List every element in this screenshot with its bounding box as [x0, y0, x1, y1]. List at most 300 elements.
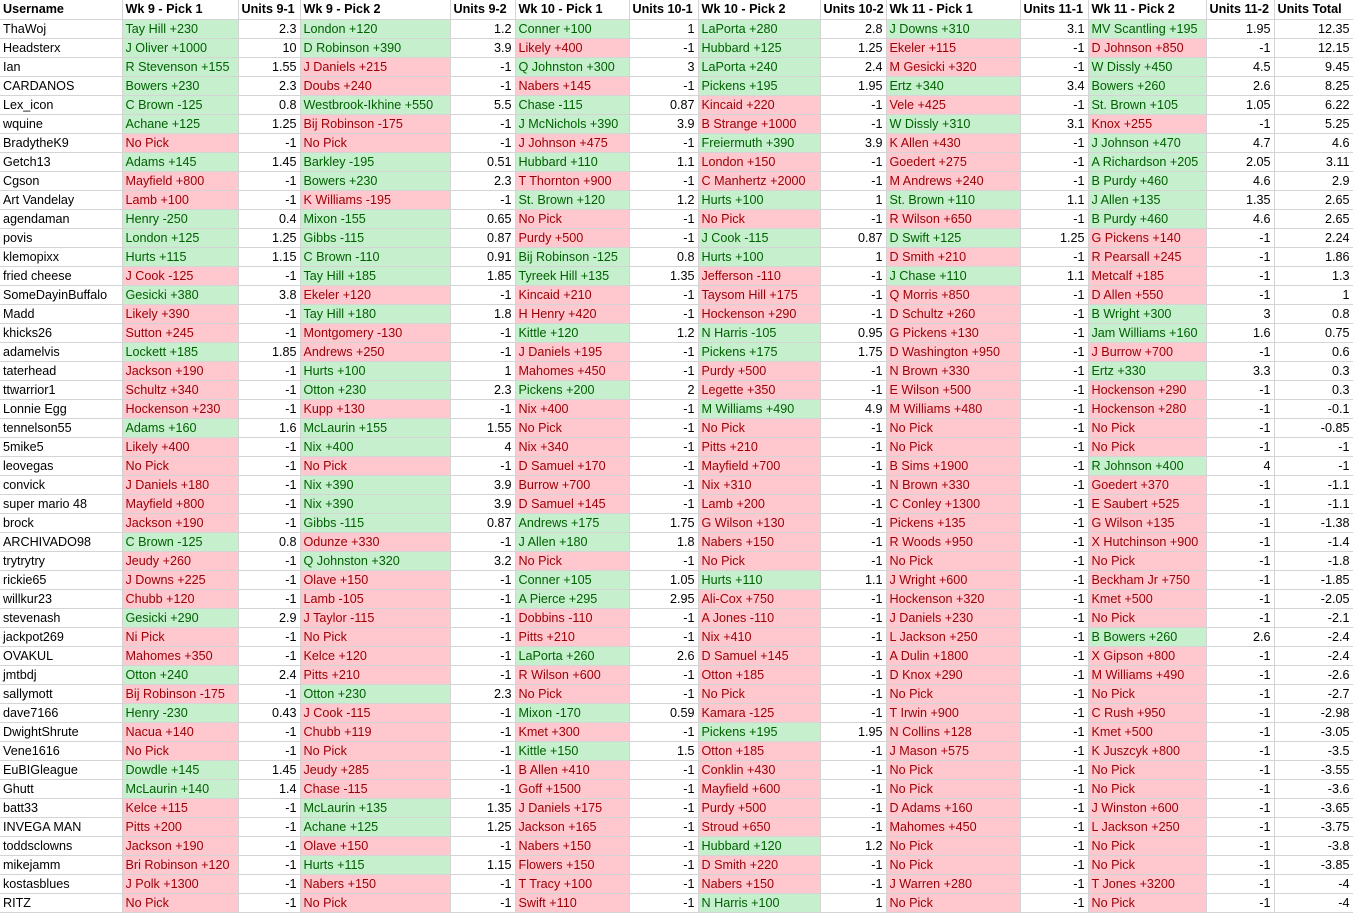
- pick-cell[interactable]: Hubbard +110: [515, 152, 629, 171]
- pick-cell[interactable]: Henry -230: [122, 703, 238, 722]
- pick-cell[interactable]: Nabers +145: [515, 76, 629, 95]
- units-cell[interactable]: 1.85: [450, 266, 515, 285]
- units-cell[interactable]: -1: [1020, 38, 1088, 57]
- pick-cell[interactable]: Jam Williams +160: [1088, 323, 1206, 342]
- units-cell[interactable]: 3.9: [450, 494, 515, 513]
- units-cell[interactable]: -1: [820, 266, 886, 285]
- units-cell[interactable]: -1: [820, 437, 886, 456]
- pick-cell[interactable]: Vele +425: [886, 95, 1020, 114]
- pick-cell[interactable]: Mayfield +600: [698, 779, 820, 798]
- pick-cell[interactable]: Tyreek Hill +135: [515, 266, 629, 285]
- units-cell[interactable]: -1: [1206, 114, 1274, 133]
- units-cell[interactable]: -1: [238, 627, 300, 646]
- pick-cell[interactable]: St. Brown +120: [515, 190, 629, 209]
- units-cell[interactable]: -1: [629, 893, 698, 912]
- units-cell[interactable]: 4.6: [1206, 209, 1274, 228]
- pick-cell[interactable]: No Pick: [886, 437, 1020, 456]
- pick-cell[interactable]: J Taylor -115: [300, 608, 450, 627]
- units-cell[interactable]: -1: [1020, 209, 1088, 228]
- units-cell[interactable]: -1: [820, 703, 886, 722]
- pick-cell[interactable]: J Wright +600: [886, 570, 1020, 589]
- units-cell[interactable]: -1: [1020, 57, 1088, 76]
- pick-cell[interactable]: Gesicki +290: [122, 608, 238, 627]
- username-cell[interactable]: tennelson55: [0, 418, 122, 437]
- units-cell[interactable]: -1: [1020, 513, 1088, 532]
- header-wk9-pick2[interactable]: Wk 9 - Pick 2: [300, 0, 450, 19]
- pick-cell[interactable]: Henry -250: [122, 209, 238, 228]
- pick-cell[interactable]: J Downs +225: [122, 570, 238, 589]
- units-total-cell[interactable]: -3.75: [1274, 817, 1353, 836]
- pick-cell[interactable]: J Daniels +195: [515, 342, 629, 361]
- pick-cell[interactable]: Kelce +115: [122, 798, 238, 817]
- pick-cell[interactable]: Gibbs -115: [300, 228, 450, 247]
- units-cell[interactable]: -1: [629, 38, 698, 57]
- units-cell[interactable]: 3.8: [238, 285, 300, 304]
- pick-cell[interactable]: G Pickens +130: [886, 323, 1020, 342]
- units-total-cell[interactable]: -3.5: [1274, 741, 1353, 760]
- username-cell[interactable]: khicks26: [0, 323, 122, 342]
- units-cell[interactable]: 2.9: [238, 608, 300, 627]
- units-cell[interactable]: -1: [450, 190, 515, 209]
- units-cell[interactable]: -1: [450, 874, 515, 893]
- username-cell[interactable]: Madd: [0, 304, 122, 323]
- units-cell[interactable]: -1: [820, 418, 886, 437]
- units-cell[interactable]: -1: [820, 114, 886, 133]
- units-cell[interactable]: -1: [238, 741, 300, 760]
- pick-cell[interactable]: C Brown -125: [122, 95, 238, 114]
- units-cell[interactable]: 1.35: [450, 798, 515, 817]
- pick-cell[interactable]: J Chase +110: [886, 266, 1020, 285]
- units-total-cell[interactable]: 0.6: [1274, 342, 1353, 361]
- pick-cell[interactable]: Adams +160: [122, 418, 238, 437]
- pick-cell[interactable]: B Purdy +460: [1088, 171, 1206, 190]
- units-cell[interactable]: 1.2: [629, 190, 698, 209]
- units-cell[interactable]: -1: [820, 874, 886, 893]
- pick-cell[interactable]: Lockett +185: [122, 342, 238, 361]
- units-total-cell[interactable]: 1: [1274, 285, 1353, 304]
- units-cell[interactable]: -1: [238, 266, 300, 285]
- header-wk10-pick2[interactable]: Wk 10 - Pick 2: [698, 0, 820, 19]
- units-cell[interactable]: 1.1: [1020, 190, 1088, 209]
- units-cell[interactable]: 0.43: [238, 703, 300, 722]
- units-cell[interactable]: -1: [238, 494, 300, 513]
- pick-cell[interactable]: D Samuel +170: [515, 456, 629, 475]
- units-cell[interactable]: -1: [1206, 475, 1274, 494]
- units-cell[interactable]: 1.55: [450, 418, 515, 437]
- units-cell[interactable]: 0.59: [629, 703, 698, 722]
- username-cell[interactable]: BradytheK9: [0, 133, 122, 152]
- units-cell[interactable]: -1: [238, 133, 300, 152]
- pick-cell[interactable]: No Pick: [1088, 836, 1206, 855]
- pick-cell[interactable]: No Pick: [1088, 418, 1206, 437]
- username-cell[interactable]: Headsterx: [0, 38, 122, 57]
- pick-cell[interactable]: No Pick: [300, 893, 450, 912]
- pick-cell[interactable]: No Pick: [886, 760, 1020, 779]
- units-cell[interactable]: -1: [1206, 494, 1274, 513]
- units-cell[interactable]: -1: [1020, 361, 1088, 380]
- pick-cell[interactable]: Chubb +119: [300, 722, 450, 741]
- units-cell[interactable]: 1.4: [238, 779, 300, 798]
- pick-cell[interactable]: Likely +390: [122, 304, 238, 323]
- pick-cell[interactable]: LaPorta +280: [698, 19, 820, 38]
- units-cell[interactable]: 4.9: [820, 399, 886, 418]
- units-total-cell[interactable]: -1.85: [1274, 570, 1353, 589]
- units-cell[interactable]: -1: [1206, 741, 1274, 760]
- units-total-cell[interactable]: 1.86: [1274, 247, 1353, 266]
- units-cell[interactable]: -1: [450, 627, 515, 646]
- units-cell[interactable]: 1.5: [629, 741, 698, 760]
- pick-cell[interactable]: Q Johnston +300: [515, 57, 629, 76]
- pick-cell[interactable]: B Wright +300: [1088, 304, 1206, 323]
- pick-cell[interactable]: Montgomery -130: [300, 323, 450, 342]
- units-cell[interactable]: -1: [238, 893, 300, 912]
- username-cell[interactable]: Ian: [0, 57, 122, 76]
- units-cell[interactable]: 2.95: [629, 589, 698, 608]
- units-cell[interactable]: 3.9: [820, 133, 886, 152]
- pick-cell[interactable]: No Pick: [122, 741, 238, 760]
- pick-cell[interactable]: D Johnson +850: [1088, 38, 1206, 57]
- units-cell[interactable]: -1: [820, 608, 886, 627]
- units-cell[interactable]: -1: [1020, 684, 1088, 703]
- units-cell[interactable]: -1: [1020, 380, 1088, 399]
- units-cell[interactable]: 1.05: [1206, 95, 1274, 114]
- username-cell[interactable]: Cgson: [0, 171, 122, 190]
- units-cell[interactable]: -1: [1206, 380, 1274, 399]
- units-cell[interactable]: -1: [450, 836, 515, 855]
- units-cell[interactable]: -1: [629, 798, 698, 817]
- units-cell[interactable]: -1: [238, 304, 300, 323]
- units-cell[interactable]: -1: [1206, 665, 1274, 684]
- units-cell[interactable]: -1: [629, 760, 698, 779]
- pick-cell[interactable]: C Rush +950: [1088, 703, 1206, 722]
- units-cell[interactable]: -1: [238, 836, 300, 855]
- units-cell[interactable]: 1.95: [820, 722, 886, 741]
- pick-cell[interactable]: Tay Hill +185: [300, 266, 450, 285]
- units-total-cell[interactable]: 12.15: [1274, 38, 1353, 57]
- username-cell[interactable]: brock: [0, 513, 122, 532]
- units-cell[interactable]: -1: [1206, 646, 1274, 665]
- units-cell[interactable]: -1: [629, 494, 698, 513]
- pick-cell[interactable]: No Pick: [300, 133, 450, 152]
- units-cell[interactable]: -1: [1020, 836, 1088, 855]
- units-cell[interactable]: -1: [629, 551, 698, 570]
- units-cell[interactable]: -1: [238, 570, 300, 589]
- units-total-cell[interactable]: 0.3: [1274, 380, 1353, 399]
- pick-cell[interactable]: Lamb +200: [698, 494, 820, 513]
- username-cell[interactable]: convick: [0, 475, 122, 494]
- units-cell[interactable]: 4: [1206, 456, 1274, 475]
- units-cell[interactable]: -1: [629, 133, 698, 152]
- units-total-cell[interactable]: 9.45: [1274, 57, 1353, 76]
- pick-cell[interactable]: LaPorta +240: [698, 57, 820, 76]
- units-cell[interactable]: 0.8: [238, 95, 300, 114]
- pick-cell[interactable]: Hockenson +320: [886, 589, 1020, 608]
- pick-cell[interactable]: J Cook -115: [698, 228, 820, 247]
- units-cell[interactable]: -1: [1020, 798, 1088, 817]
- units-cell[interactable]: -1: [1020, 399, 1088, 418]
- header-wk11-pick2[interactable]: Wk 11 - Pick 2: [1088, 0, 1206, 19]
- pick-cell[interactable]: St. Brown +105: [1088, 95, 1206, 114]
- username-cell[interactable]: batt33: [0, 798, 122, 817]
- units-total-cell[interactable]: 8.25: [1274, 76, 1353, 95]
- units-cell[interactable]: -1: [450, 722, 515, 741]
- units-cell[interactable]: -1: [820, 741, 886, 760]
- pick-cell[interactable]: Nabers +150: [698, 532, 820, 551]
- units-cell[interactable]: 1.35: [629, 266, 698, 285]
- pick-cell[interactable]: Kupp +130: [300, 399, 450, 418]
- units-cell[interactable]: 0.95: [820, 323, 886, 342]
- username-cell[interactable]: rickie65: [0, 570, 122, 589]
- pick-cell[interactable]: N Collins +128: [886, 722, 1020, 741]
- pick-cell[interactable]: Otton +185: [698, 665, 820, 684]
- pick-cell[interactable]: Ertz +340: [886, 76, 1020, 95]
- units-cell[interactable]: -1: [238, 475, 300, 494]
- units-cell[interactable]: 0.51: [450, 152, 515, 171]
- pick-cell[interactable]: Hockenson +230: [122, 399, 238, 418]
- pick-cell[interactable]: Pickens +200: [515, 380, 629, 399]
- units-total-cell[interactable]: -0.1: [1274, 399, 1353, 418]
- units-total-cell[interactable]: -1.4: [1274, 532, 1353, 551]
- units-cell[interactable]: -1: [1020, 247, 1088, 266]
- units-cell[interactable]: -1: [629, 684, 698, 703]
- pick-cell[interactable]: No Pick: [1088, 684, 1206, 703]
- pick-cell[interactable]: R Stevenson +155: [122, 57, 238, 76]
- units-cell[interactable]: -1: [1206, 760, 1274, 779]
- units-total-cell[interactable]: 2.24: [1274, 228, 1353, 247]
- pick-cell[interactable]: Mixon -170: [515, 703, 629, 722]
- pick-cell[interactable]: Purdy +500: [515, 228, 629, 247]
- units-cell[interactable]: -1: [1020, 627, 1088, 646]
- units-cell[interactable]: 1.15: [238, 247, 300, 266]
- pick-cell[interactable]: No Pick: [300, 456, 450, 475]
- pick-cell[interactable]: B Sims +1900: [886, 456, 1020, 475]
- pick-cell[interactable]: Bri Robinson +120: [122, 855, 238, 874]
- pick-cell[interactable]: Achane +125: [300, 817, 450, 836]
- units-cell[interactable]: 2.3: [450, 380, 515, 399]
- header-units-9-1[interactable]: Units 9-1: [238, 0, 300, 19]
- units-cell[interactable]: 1.15: [450, 855, 515, 874]
- pick-cell[interactable]: W Dissly +310: [886, 114, 1020, 133]
- pick-cell[interactable]: No Pick: [300, 741, 450, 760]
- units-cell[interactable]: -1: [820, 627, 886, 646]
- pick-cell[interactable]: Hurts +100: [698, 190, 820, 209]
- units-cell[interactable]: -1: [820, 551, 886, 570]
- units-cell[interactable]: -1: [820, 779, 886, 798]
- pick-cell[interactable]: Gibbs -115: [300, 513, 450, 532]
- units-cell[interactable]: 1: [629, 19, 698, 38]
- units-cell[interactable]: 3: [1206, 304, 1274, 323]
- pick-cell[interactable]: Jefferson -110: [698, 266, 820, 285]
- units-cell[interactable]: -1: [1206, 836, 1274, 855]
- pick-cell[interactable]: Bij Robinson -175: [300, 114, 450, 133]
- pick-cell[interactable]: Stroud +650: [698, 817, 820, 836]
- units-cell[interactable]: -1: [238, 874, 300, 893]
- units-cell[interactable]: -1: [1020, 285, 1088, 304]
- units-cell[interactable]: 10: [238, 38, 300, 57]
- pick-cell[interactable]: Goedert +275: [886, 152, 1020, 171]
- pick-cell[interactable]: Gesicki +380: [122, 285, 238, 304]
- pick-cell[interactable]: No Pick: [698, 418, 820, 437]
- pick-cell[interactable]: Hubbard +125: [698, 38, 820, 57]
- units-cell[interactable]: -1: [629, 342, 698, 361]
- units-cell[interactable]: 2.3: [238, 76, 300, 95]
- pick-cell[interactable]: Q Morris +850: [886, 285, 1020, 304]
- units-total-cell[interactable]: 3.11: [1274, 152, 1353, 171]
- username-cell[interactable]: 5mike5: [0, 437, 122, 456]
- pick-cell[interactable]: Odunze +330: [300, 532, 450, 551]
- units-cell[interactable]: -1: [450, 323, 515, 342]
- pick-cell[interactable]: C Conley +1300: [886, 494, 1020, 513]
- pick-cell[interactable]: J Daniels +180: [122, 475, 238, 494]
- pick-cell[interactable]: No Pick: [1088, 437, 1206, 456]
- units-cell[interactable]: 0.87: [820, 228, 886, 247]
- pick-cell[interactable]: No Pick: [300, 627, 450, 646]
- pick-cell[interactable]: No Pick: [886, 551, 1020, 570]
- pick-cell[interactable]: Pickens +195: [698, 722, 820, 741]
- units-cell[interactable]: -1: [238, 380, 300, 399]
- units-cell[interactable]: -1: [238, 646, 300, 665]
- units-cell[interactable]: -1: [1020, 760, 1088, 779]
- units-cell[interactable]: -1: [1206, 817, 1274, 836]
- units-cell[interactable]: -1: [820, 589, 886, 608]
- pick-cell[interactable]: Chase -115: [300, 779, 450, 798]
- units-cell[interactable]: -1: [1206, 779, 1274, 798]
- pick-cell[interactable]: Kmet +300: [515, 722, 629, 741]
- pick-cell[interactable]: Kincaid +220: [698, 95, 820, 114]
- units-cell[interactable]: -1: [629, 779, 698, 798]
- username-cell[interactable]: dave7166: [0, 703, 122, 722]
- pick-cell[interactable]: Ali-Cox +750: [698, 589, 820, 608]
- pick-cell[interactable]: J Warren +280: [886, 874, 1020, 893]
- units-cell[interactable]: -1: [1020, 855, 1088, 874]
- pick-cell[interactable]: G Wilson +135: [1088, 513, 1206, 532]
- units-cell[interactable]: -1: [238, 855, 300, 874]
- units-cell[interactable]: -1: [238, 190, 300, 209]
- pick-cell[interactable]: Jackson +190: [122, 513, 238, 532]
- units-cell[interactable]: -1: [1206, 437, 1274, 456]
- units-cell[interactable]: 3.1: [1020, 114, 1088, 133]
- pick-cell[interactable]: Ekeler +115: [886, 38, 1020, 57]
- units-total-cell[interactable]: -1.1: [1274, 475, 1353, 494]
- pick-cell[interactable]: Otton +240: [122, 665, 238, 684]
- units-cell[interactable]: -1: [629, 304, 698, 323]
- username-cell[interactable]: Getch13: [0, 152, 122, 171]
- pick-cell[interactable]: Conner +105: [515, 570, 629, 589]
- pick-cell[interactable]: Pitts +200: [122, 817, 238, 836]
- pick-cell[interactable]: Nix +390: [300, 475, 450, 494]
- pick-cell[interactable]: Barkley -195: [300, 152, 450, 171]
- header-units-10-2[interactable]: Units 10-2: [820, 0, 886, 19]
- units-cell[interactable]: 3.4: [1020, 76, 1088, 95]
- units-cell[interactable]: -1: [1020, 532, 1088, 551]
- pick-cell[interactable]: Hurts +110: [698, 570, 820, 589]
- pick-cell[interactable]: Nacua +140: [122, 722, 238, 741]
- header-wk10-pick1[interactable]: Wk 10 - Pick 1: [515, 0, 629, 19]
- header-units-11-1[interactable]: Units 11-1: [1020, 0, 1088, 19]
- pick-cell[interactable]: Jeudy +285: [300, 760, 450, 779]
- pick-cell[interactable]: J Johnson +470: [1088, 133, 1206, 152]
- units-cell[interactable]: -1: [1020, 874, 1088, 893]
- pick-cell[interactable]: Beckham Jr +750: [1088, 570, 1206, 589]
- units-cell[interactable]: -1: [629, 665, 698, 684]
- username-cell[interactable]: adamelvis: [0, 342, 122, 361]
- units-total-cell[interactable]: -3.8: [1274, 836, 1353, 855]
- units-cell[interactable]: -1: [820, 817, 886, 836]
- pick-cell[interactable]: D Swift +125: [886, 228, 1020, 247]
- header-wk9-pick1[interactable]: Wk 9 - Pick 1: [122, 0, 238, 19]
- units-cell[interactable]: -1: [1020, 171, 1088, 190]
- username-cell[interactable]: mikejamm: [0, 855, 122, 874]
- units-cell[interactable]: -1: [450, 608, 515, 627]
- units-total-cell[interactable]: 1.3: [1274, 266, 1353, 285]
- units-cell[interactable]: -1: [820, 209, 886, 228]
- units-cell[interactable]: -1: [450, 285, 515, 304]
- units-cell[interactable]: 4: [450, 437, 515, 456]
- units-cell[interactable]: 1.45: [238, 152, 300, 171]
- units-cell[interactable]: -1: [1020, 703, 1088, 722]
- pick-cell[interactable]: Burrow +700: [515, 475, 629, 494]
- username-cell[interactable]: willkur23: [0, 589, 122, 608]
- pick-cell[interactable]: No Pick: [1088, 855, 1206, 874]
- pick-cell[interactable]: No Pick: [886, 684, 1020, 703]
- pick-cell[interactable]: B Allen +410: [515, 760, 629, 779]
- units-cell[interactable]: -1: [820, 513, 886, 532]
- units-cell[interactable]: -1: [629, 722, 698, 741]
- pick-cell[interactable]: Hurts +115: [122, 247, 238, 266]
- units-total-cell[interactable]: 12.35: [1274, 19, 1353, 38]
- units-cell[interactable]: -1: [1020, 418, 1088, 437]
- units-cell[interactable]: -1: [629, 209, 698, 228]
- header-units-11-2[interactable]: Units 11-2: [1206, 0, 1274, 19]
- units-cell[interactable]: 1.25: [1020, 228, 1088, 247]
- units-cell[interactable]: -1: [629, 171, 698, 190]
- units-cell[interactable]: 0.8: [238, 532, 300, 551]
- units-cell[interactable]: -1: [820, 665, 886, 684]
- pick-cell[interactable]: T Thornton +900: [515, 171, 629, 190]
- units-cell[interactable]: 3.2: [450, 551, 515, 570]
- pick-cell[interactable]: No Pick: [886, 418, 1020, 437]
- units-cell[interactable]: -1: [820, 684, 886, 703]
- units-total-cell[interactable]: -3.05: [1274, 722, 1353, 741]
- units-cell[interactable]: -1: [629, 76, 698, 95]
- pick-cell[interactable]: Conner +100: [515, 19, 629, 38]
- pick-cell[interactable]: No Pick: [1088, 893, 1206, 912]
- units-cell[interactable]: 1.35: [1206, 190, 1274, 209]
- pick-cell[interactable]: Nix +410: [698, 627, 820, 646]
- username-cell[interactable]: stevenash: [0, 608, 122, 627]
- pick-cell[interactable]: B Bowers +260: [1088, 627, 1206, 646]
- units-cell[interactable]: -1: [450, 665, 515, 684]
- units-total-cell[interactable]: -1: [1274, 437, 1353, 456]
- units-total-cell[interactable]: -2.6: [1274, 665, 1353, 684]
- pick-cell[interactable]: Mahomes +450: [515, 361, 629, 380]
- pick-cell[interactable]: Lamb -105: [300, 589, 450, 608]
- units-total-cell[interactable]: -3.6: [1274, 779, 1353, 798]
- units-total-cell[interactable]: 5.25: [1274, 114, 1353, 133]
- pick-cell[interactable]: M Williams +480: [886, 399, 1020, 418]
- pick-cell[interactable]: J Polk +1300: [122, 874, 238, 893]
- units-cell[interactable]: -1: [820, 532, 886, 551]
- pick-cell[interactable]: Chubb +120: [122, 589, 238, 608]
- pick-cell[interactable]: Legette +350: [698, 380, 820, 399]
- pick-cell[interactable]: Goff +1500: [515, 779, 629, 798]
- units-cell[interactable]: -1: [1206, 342, 1274, 361]
- pick-cell[interactable]: M Gesicki +320: [886, 57, 1020, 76]
- pick-cell[interactable]: McLaurin +155: [300, 418, 450, 437]
- pick-cell[interactable]: Kelce +120: [300, 646, 450, 665]
- units-cell[interactable]: 4.6: [1206, 171, 1274, 190]
- units-cell[interactable]: -1: [450, 133, 515, 152]
